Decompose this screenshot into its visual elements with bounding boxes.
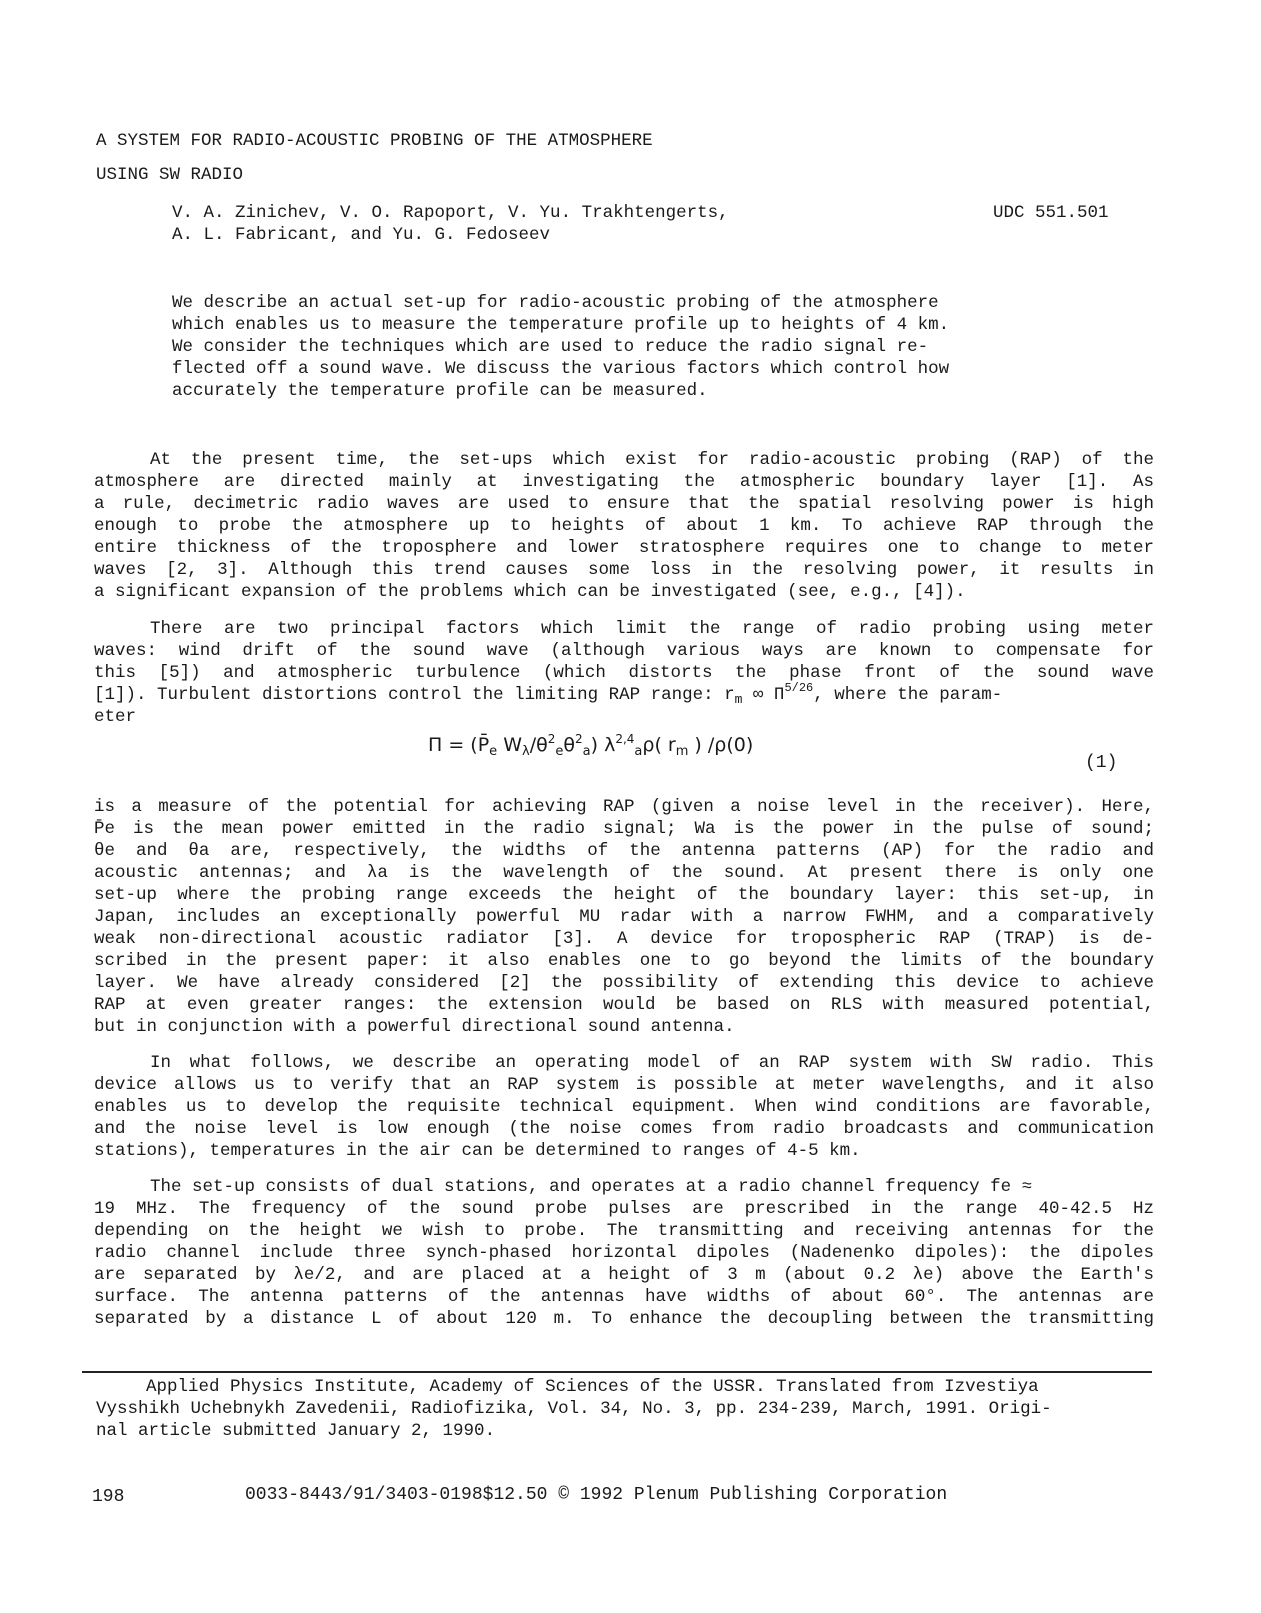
footnote-line: nal article submitted January 2, 1990. xyxy=(96,1421,496,1441)
text-line: atmosphere are directed mainly at investigating the atmospheric boundary layer [1]. As xyxy=(94,472,1154,492)
text-line: are separated by λe/2, and are placed at a height of 3 m (about 0.2 λe) above the Earth's xyxy=(94,1265,1154,1285)
eq-part: /θ xyxy=(529,734,548,756)
text-line: In what follows, we describe an operating model of an RAP system with SW radio. This xyxy=(150,1053,1154,1073)
page-number: 198 xyxy=(92,1487,125,1507)
text-line: a rule, decimetric radio waves are used to ensure that the spatial resolving power is high xyxy=(94,494,1154,514)
text-line: scribed in the present paper: it also enables one to go beyond the limits of the boundary xyxy=(94,951,1154,971)
superscript: 5/26 xyxy=(784,681,814,695)
abstract-line: which enables us to measure the temperature profile up to heights of 4 km. xyxy=(172,315,950,335)
eq-part: ρ( r xyxy=(642,734,676,756)
text-line: depending on the height we wish to probe. The transmitting and receiving antennas for the xyxy=(94,1221,1154,1241)
equation-number: (1) xyxy=(1085,753,1118,773)
udc-code: UDC 551.501 xyxy=(993,203,1109,223)
text-line: Japan, includes an exceptionally powerful MU radar with a narrow FWHM, and a comparatively xyxy=(94,907,1154,927)
eq-part: θ xyxy=(563,734,576,756)
eq-sub: e xyxy=(489,744,498,759)
text-line: is a measure of the potential for achieving RAP (given a noise level in the receiver). Here, xyxy=(94,797,1154,817)
title-line-1: A SYSTEM FOR RADIO-ACOUSTIC PROBING OF THE ATMOSPHERE xyxy=(96,131,653,151)
footnote xyxy=(96,1376,1136,1442)
authors-line-2: A. L. Fabricant, and Yu. G. Fedoseev xyxy=(172,225,551,245)
eq-sub: λ xyxy=(522,744,530,759)
eq-part: W xyxy=(503,734,523,756)
text-line: device allows us to verify that an RAP system is possible at meter wavelengths, and it also xyxy=(94,1075,1154,1095)
eq-part: ) λ xyxy=(590,734,616,756)
abstract-line: flected off a sound wave. We discuss the various factors which control how xyxy=(172,359,950,379)
text-line: a significant expansion of the problems which can be investigated (see, e.g., [4]). xyxy=(94,582,966,602)
abstract xyxy=(172,292,1042,402)
eq-part: ) /ρ(0) xyxy=(688,734,754,756)
text-line: entire thickness of the troposphere and lower stratosphere requires one to change to meter xyxy=(94,538,1154,558)
text-line: radio channel include three synch-phased horizontal dipoles (Nadenenko dipoles): the dipoles xyxy=(94,1243,1154,1263)
eq-sub: e xyxy=(555,744,564,759)
text-line: enables us to develop the requisite technical equipment. When wind conditions are favorable, xyxy=(94,1097,1154,1117)
author-list xyxy=(172,202,729,246)
eq-sub: a xyxy=(582,744,591,759)
paragraph-operating-model xyxy=(94,1052,1154,1162)
text-line: this [5]) and atmospheric turbulence (which distorts the phase front of the sound wave xyxy=(94,663,1154,683)
eq-sup: 2 xyxy=(575,732,583,746)
abstract-line: We consider the techniques which are used to reduce the radio signal re- xyxy=(172,337,929,357)
footnote-line: Applied Physics Institute, Academy of Sciences of the USSR. Translated from Izvestiya xyxy=(146,1377,1039,1397)
text-line: set-up where the probing range exceeds the height of the boundary layer: this set-up, in xyxy=(94,885,1154,905)
footnote-divider xyxy=(82,1371,1152,1373)
title-line-2: USING SW RADIO xyxy=(96,165,244,185)
text-line: but in conjunction with a powerful directional sound antenna. xyxy=(94,1017,735,1037)
paragraph-setup xyxy=(94,1176,1154,1330)
footnote-line: Vysshikh Uchebnykh Zavedenii, Radiofizika, Vol. 34, No. 3, pp. 234-239, March, 1991. Origi- xyxy=(96,1399,1052,1419)
text-line: 19 MHz. The frequency of the sound probe pulses are prescribed in the range 40-42.5 Hz xyxy=(94,1199,1154,1219)
text-line: and the noise level is low enough (the noise comes from radio broadcasts and communication xyxy=(94,1119,1154,1139)
subscript: m xyxy=(734,692,743,707)
text-line: The set-up consists of dual stations, and operates at a radio channel frequency fe ≈ xyxy=(150,1177,1033,1197)
text-line: θe and θa are, respectively, the widths of the antenna patterns (AP) for the radio and xyxy=(94,841,1154,861)
text-fragment: [1]). Turbulent distortions control the limiting RAP range: r xyxy=(94,685,735,705)
text-line: eter xyxy=(94,707,137,727)
eq-sub: m xyxy=(675,744,689,759)
copyright-line: 0033-8443/91/3403-0198$12.50 © 1992 Plenum Publishing Corporation xyxy=(245,1485,948,1505)
text-line: waves: wind drift of the sound wave (although various ways are known to compensate for xyxy=(94,641,1154,661)
eq-sup: 2,4 xyxy=(615,732,635,746)
text-line: separated by a distance L of about 120 m. To enhance the decoupling between the transmitting xyxy=(94,1309,1154,1329)
text-line: waves [2, 3]. Although this trend causes some loss in the resolving power, it results in xyxy=(94,560,1154,580)
text-line-range xyxy=(94,681,1154,707)
text-line: weak non-directional acoustic radiator [3]. A device for tropospheric RAP (TRAP) is de- xyxy=(94,929,1154,949)
abstract-line: We describe an actual set-up for radio-acoustic probing of the atmosphere xyxy=(172,293,939,313)
paragraph-intro xyxy=(94,449,1154,603)
abstract-line: accurately the temperature profile can be measured. xyxy=(172,381,708,401)
eq-part: Π = ( xyxy=(428,734,478,756)
eq-sup: 2 xyxy=(547,732,556,746)
paper-title xyxy=(96,124,653,192)
eq-part: P̄ xyxy=(477,734,490,756)
text-line: stations), temperatures in the air can be determined to ranges of 4-5 km. xyxy=(94,1141,861,1161)
text-line: acoustic antennas; and λa is the wavelength of the sound. At present there is only one xyxy=(94,863,1154,883)
text-line: layer. We have already considered [2] the possibility of extending this device to achieve xyxy=(94,973,1154,993)
text-line: There are two principal factors which limit the range of radio probing using meter xyxy=(150,619,1154,639)
eq-sub: a xyxy=(634,744,643,759)
authors-line-1: V. A. Zinichev, V. O. Rapoport, V. Yu. Trakhtengerts, xyxy=(172,203,729,223)
text-line: RAP at even greater ranges: the extension would be based on RLS with measured potential, xyxy=(94,995,1154,1015)
text-line: At the present time, the set-ups which exist for radio-acoustic probing (RAP) of the xyxy=(150,450,1154,470)
text-line: P̄e is the mean power emitted in the radio signal; Wa is the power in the pulse of sound; xyxy=(94,819,1154,839)
paragraph-factors xyxy=(94,618,1154,728)
text-fragment: ∞ Π xyxy=(742,685,785,705)
paragraph-potential xyxy=(94,796,1154,1038)
text-line: enough to probe the atmosphere up to heights of about 1 km. To achieve RAP through the xyxy=(94,516,1154,536)
equation-1 xyxy=(428,732,754,759)
text-line: surface. The antenna patterns of the antennas have widths of about 60°. The antennas are xyxy=(94,1287,1154,1307)
text-fragment: , where the param- xyxy=(813,685,1003,705)
